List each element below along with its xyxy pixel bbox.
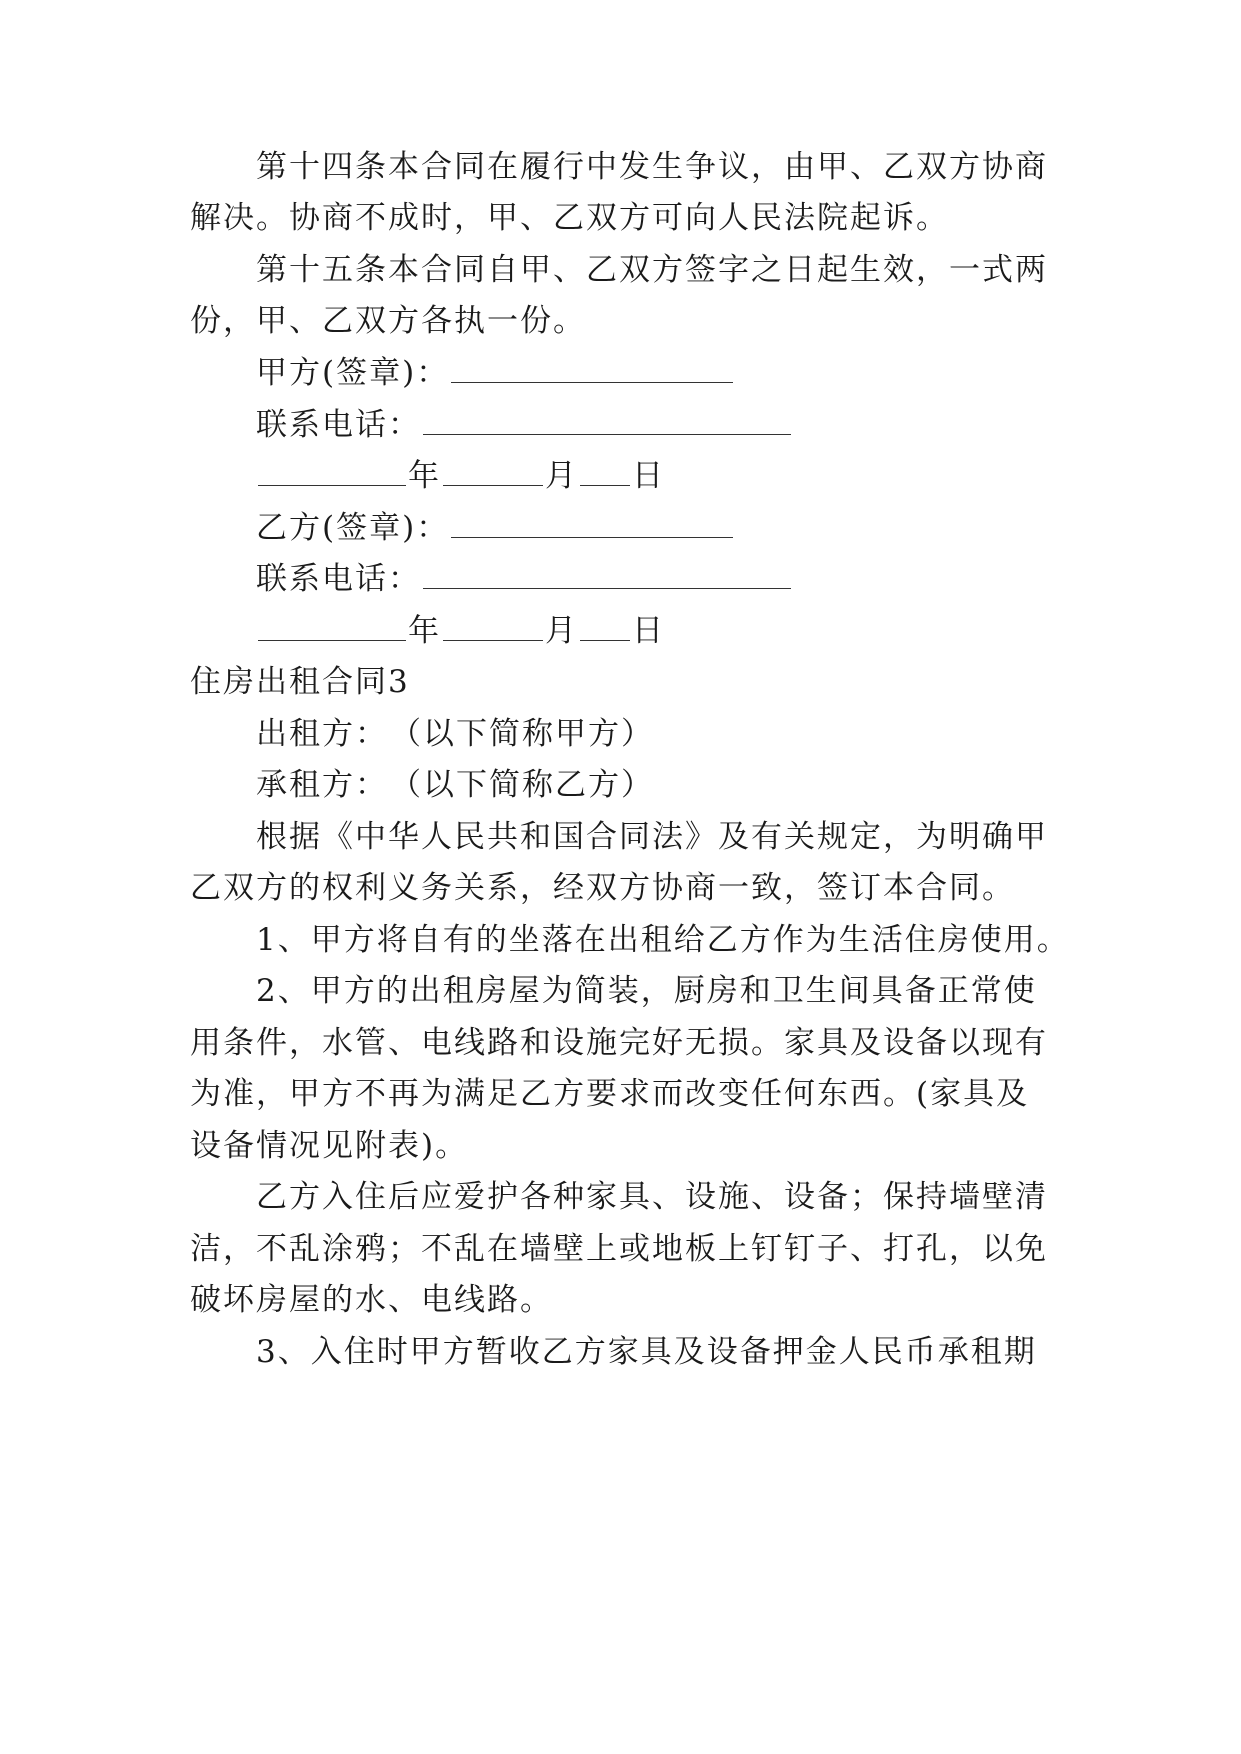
party-b-phone-row	[256, 557, 793, 601]
preamble-line-1: 根据《中华人民共和国合同法》及有关规定，为明确甲	[256, 819, 1048, 855]
party-a-phone-row	[256, 403, 793, 447]
item-2-line-3: 为准，甲方不再为满足乙方要求而改变任何东西。(家具及	[190, 1076, 1030, 1112]
party-a-day-blank[interactable]	[580, 457, 630, 486]
party-b-day-label: 日	[632, 613, 665, 649]
party-a-month-label: 月	[545, 458, 578, 494]
party-a-phone-blank[interactable]	[423, 406, 791, 435]
party-b-signature-label: 乙方(签章)：	[256, 510, 450, 546]
care-line-1: 乙方入住后应爱护各种家具、设施、设备；保持墙壁清	[256, 1179, 1048, 1215]
party-a-year-label: 年	[408, 458, 441, 494]
clause-15-line-2: 份，甲、乙双方各执一份。	[190, 303, 586, 339]
lessor-line: 出租方： （以下简称甲方）	[256, 716, 654, 752]
item-3-line: 3、入住时甲方暂收乙方家具及设备押金人民币承租期	[256, 1334, 1037, 1370]
party-a-day-label: 日	[632, 458, 665, 494]
party-a-signature-row	[256, 351, 735, 395]
item-2-line-4: 设备情况见附表)。	[190, 1128, 469, 1164]
party-a-month-blank[interactable]	[443, 457, 543, 486]
party-b-month-label: 月	[545, 613, 578, 649]
party-b-day-blank[interactable]	[580, 612, 630, 641]
item-2-line-1: 2、甲方的出租房屋为简装，厨房和卫生间具备正常使	[256, 973, 1037, 1009]
party-a-year-blank[interactable]	[258, 457, 406, 486]
clause-14-line-1: 第十四条本合同在履行中发生争议，由甲、乙双方协商	[256, 149, 1048, 185]
party-b-month-blank[interactable]	[443, 612, 543, 641]
party-a-signature-blank[interactable]	[451, 354, 733, 383]
party-b-signature-row	[256, 506, 735, 550]
section-title: 住房出租合同3	[190, 664, 410, 700]
party-a-date-row	[256, 454, 665, 498]
party-b-year-label: 年	[408, 613, 441, 649]
party-b-phone-blank[interactable]	[423, 560, 791, 589]
item-2-line-2: 用条件，水管、电线路和设施完好无损。家具及设备以现有	[190, 1025, 1048, 1061]
preamble-line-2: 乙双方的权利义务关系，经双方协商一致，签订本合同。	[190, 870, 1015, 906]
party-b-phone-label: 联系电话：	[256, 561, 421, 597]
party-b-date-row	[256, 609, 665, 653]
care-line-3: 破坏房屋的水、电线路。	[190, 1282, 553, 1318]
party-a-signature-label: 甲方(签章)：	[256, 355, 450, 391]
clause-15-line-1: 第十五条本合同自甲、乙双方签字之日起生效，一式两	[256, 252, 1048, 288]
item-1-line: 1、甲方将自有的坐落在出租给乙方作为生活住房使用。	[256, 922, 1070, 958]
party-b-year-blank[interactable]	[258, 612, 406, 641]
clause-14-line-2: 解决。协商不成时，甲、乙双方可向人民法院起诉。	[190, 200, 949, 236]
party-a-phone-label: 联系电话：	[256, 407, 421, 443]
party-b-signature-blank[interactable]	[451, 509, 733, 538]
lessee-line: 承租方： （以下简称乙方）	[256, 767, 654, 803]
care-line-2: 洁，不乱涂鸦；不乱在墙壁上或地板上钉钉子、打孔，以免	[190, 1231, 1048, 1267]
